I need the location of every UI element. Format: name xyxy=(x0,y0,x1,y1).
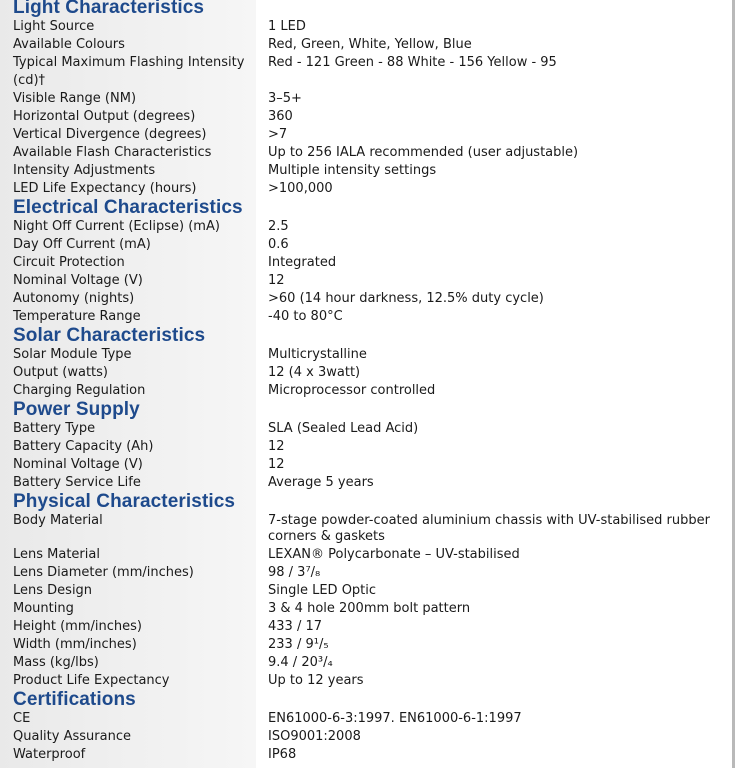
spec-label: Product Life Expectancy xyxy=(13,673,170,688)
spec-value: 3 & 4 hole 200mm bolt pattern xyxy=(268,601,471,616)
spec-value: Up to 12 years xyxy=(268,673,364,688)
spec-section xyxy=(0,400,739,492)
spec-value: 360 xyxy=(268,109,293,124)
spec-value: -40 to 80°C xyxy=(268,309,343,324)
spec-value: 98 / 3⁷/₈ xyxy=(268,565,321,580)
spec-row xyxy=(0,474,739,492)
spec-row xyxy=(0,126,739,144)
section-title: Electrical Characteristics xyxy=(13,197,243,218)
spec-label: Mounting xyxy=(13,601,74,616)
spec-value: 12 xyxy=(268,457,285,472)
spec-label: Night Off Current (Eclipse) (mA) xyxy=(13,219,220,234)
spec-value: ISO9001:2008 xyxy=(268,729,361,744)
spec-label: Nominal Voltage (V) xyxy=(13,273,143,288)
spec-value: 433 / 17 xyxy=(268,619,322,634)
spec-value: >100,000 xyxy=(268,181,333,196)
spec-row xyxy=(0,438,739,456)
spec-value: Multicrystalline xyxy=(268,347,367,362)
spec-value: 12 xyxy=(268,439,285,454)
spec-value: Average 5 years xyxy=(268,475,374,490)
spec-row xyxy=(0,618,739,636)
spec-section xyxy=(0,326,739,400)
spec-label: Waterproof xyxy=(13,747,86,762)
spec-row xyxy=(0,162,739,180)
section-title: Physical Characteristics xyxy=(13,491,236,512)
spec-label: Width (mm/inches) xyxy=(13,637,137,652)
spec-row xyxy=(0,272,739,290)
spec-label: Battery Service Life xyxy=(13,475,141,490)
spec-label: Mass (kg/lbs) xyxy=(13,655,99,670)
spec-row xyxy=(0,254,739,272)
spec-value: >60 (14 hour darkness, 12.5% duty cycle) xyxy=(268,291,544,306)
spec-value: 3–5+ xyxy=(268,91,302,106)
spec-label: Horizontal Output (degrees) xyxy=(13,109,196,124)
spec-row xyxy=(0,346,739,364)
spec-value: >7 xyxy=(268,127,288,142)
spec-label: Nominal Voltage (V) xyxy=(13,457,143,472)
spec-row xyxy=(0,218,739,236)
spec-value: Up to 256 IALA recommended (user adjustable) xyxy=(268,145,579,160)
spec-row xyxy=(0,364,739,382)
spec-row xyxy=(0,672,739,690)
section-title: Light Characteristics xyxy=(13,0,205,18)
spec-row xyxy=(0,728,739,746)
spec-row xyxy=(0,654,739,672)
spec-row xyxy=(0,290,739,308)
spec-row xyxy=(0,746,739,764)
spec-label: Available Flash Characteristics xyxy=(13,145,212,160)
spec-label: Quality Assurance xyxy=(13,729,131,744)
spec-row xyxy=(0,236,739,254)
spec-label: Height (mm/inches) xyxy=(13,619,142,634)
spec-label: Battery Type xyxy=(13,421,96,436)
spec-value: 0.6 xyxy=(268,237,289,252)
spec-row xyxy=(0,108,739,126)
spec-value: 12 (4 x 3watt) xyxy=(268,365,361,380)
spec-value: Microprocessor controlled xyxy=(268,383,436,398)
spec-label: Autonomy (nights) xyxy=(13,291,135,306)
spec-label: Temperature Range xyxy=(13,309,141,324)
spec-section xyxy=(0,492,739,690)
spec-row xyxy=(0,144,739,162)
spec-label: Solar Module Type xyxy=(13,347,132,362)
spec-section xyxy=(0,0,739,198)
section-title: Solar Characteristics xyxy=(13,325,206,346)
spec-row xyxy=(0,420,739,438)
spec-label: Typical Maximum Flashing Intensity (cd)† xyxy=(13,55,245,88)
spec-row xyxy=(0,18,739,36)
spec-label: Day Off Current (mA) xyxy=(13,237,151,252)
spec-label: Lens Design xyxy=(13,583,93,598)
spec-row xyxy=(0,636,739,654)
spec-row xyxy=(0,36,739,54)
spec-label: Visible Range (NM) xyxy=(13,91,137,106)
spec-label: Lens Material xyxy=(13,547,100,562)
spec-label: Lens Diameter (mm/inches) xyxy=(13,565,194,580)
spec-label: Battery Capacity (Ah) xyxy=(13,439,154,454)
spec-row xyxy=(0,710,739,728)
spec-value: 9.4 / 20³/₄ xyxy=(268,655,333,670)
section-title: Power Supply xyxy=(13,399,140,420)
spec-row xyxy=(0,600,739,618)
spec-value: Multiple intensity settings xyxy=(268,163,437,178)
spec-row xyxy=(0,382,739,400)
spec-value: IP68 xyxy=(268,747,297,762)
spec-row xyxy=(0,564,739,582)
spec-value: Single LED Optic xyxy=(268,583,377,598)
spec-value: SLA (Sealed Lead Acid) xyxy=(268,421,419,436)
spec-value: EN61000-6-3:1997. EN61000-6-1:1997 xyxy=(268,711,522,726)
spec-row xyxy=(0,582,739,600)
spec-value: Integrated xyxy=(268,255,337,270)
spec-row xyxy=(0,546,739,564)
spec-label: CE xyxy=(13,711,31,726)
spec-label: Light Source xyxy=(13,19,95,34)
spec-row xyxy=(0,90,739,108)
spec-value: 233 / 9¹/₅ xyxy=(268,637,329,652)
spec-label: Available Colours xyxy=(13,37,125,52)
spec-value: LEXAN® Polycarbonate – UV-stabilised xyxy=(268,547,520,562)
spec-row xyxy=(0,308,739,326)
section-title: Certifications xyxy=(13,689,136,710)
spec-label: Circuit Protection xyxy=(13,255,125,270)
spec-section xyxy=(0,690,739,764)
spec-label: LED Life Expectancy (hours) xyxy=(13,181,197,196)
spec-label: Output (watts) xyxy=(13,365,108,380)
spec-label: Vertical Divergence (degrees) xyxy=(13,127,207,142)
spec-value: Red, Green, White, Yellow, Blue xyxy=(268,37,472,52)
spec-value: 7-stage powder-coated aluminium chassis with UV-stabilised rubber corners & gaskets xyxy=(268,513,710,544)
spec-row xyxy=(0,180,739,198)
spec-label: Charging Regulation xyxy=(13,383,146,398)
spec-row xyxy=(0,512,739,546)
spec-value: Red - 121 Green - 88 White - 156 Yellow - 95 xyxy=(268,55,557,70)
spec-row xyxy=(0,456,739,474)
spec-label: Intensity Adjustments xyxy=(13,163,156,178)
spec-value: 12 xyxy=(268,273,285,288)
spec-value: 1 LED xyxy=(268,19,306,34)
spec-value: 2.5 xyxy=(268,219,289,234)
spec-row xyxy=(0,54,739,90)
spec-section xyxy=(0,198,739,326)
spec-label: Body Material xyxy=(13,513,103,528)
